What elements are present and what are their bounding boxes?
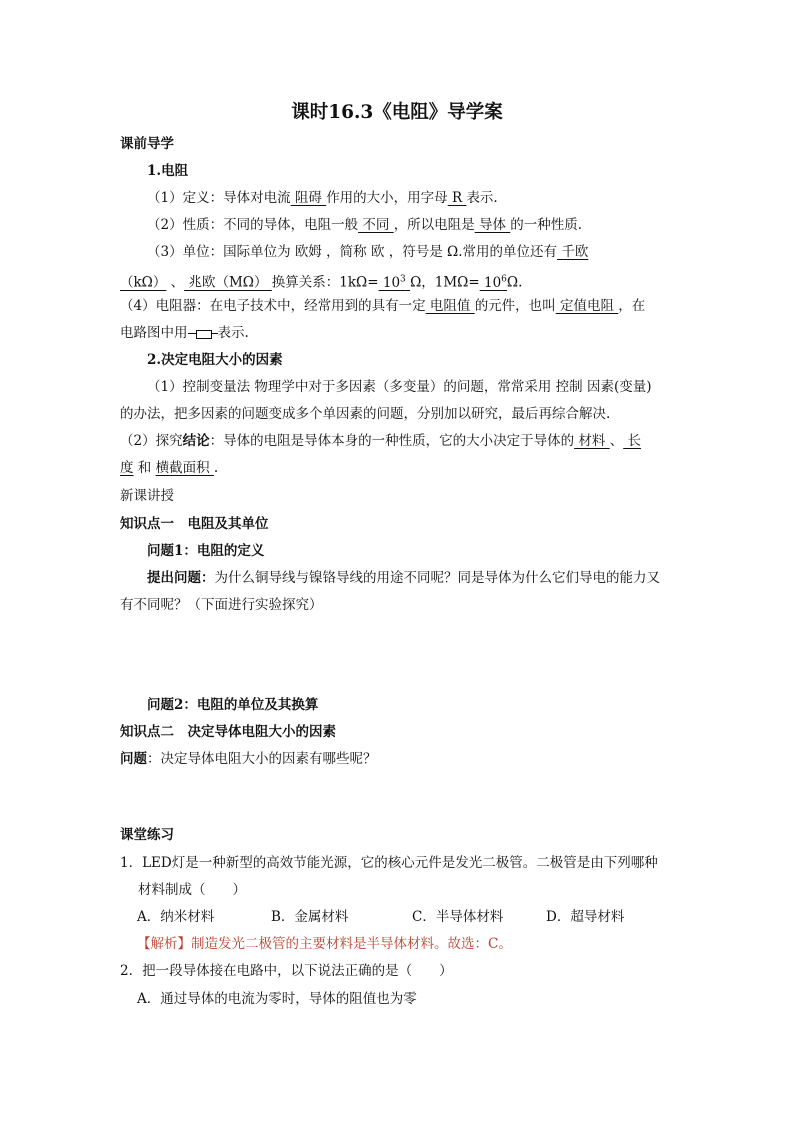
text: ，在 — [618, 298, 646, 314]
text: Ω，1MΩ= — [410, 274, 480, 291]
blank-answer: （kΩ） — [120, 274, 167, 291]
exponent: 3 — [400, 274, 406, 284]
text: 表示. — [466, 190, 498, 206]
option-a: A．纳米材料 — [137, 909, 215, 925]
practice-question-1: 1．LED灯是一种新型的高效节能光源，它的核心元件是发光二极管。二极管是由下列哪种 — [120, 855, 658, 871]
practice-question-2: 2．把一段导体接在电路中，以下说法正确的是（ ） — [120, 963, 453, 979]
blank-answer: 不同 — [358, 217, 394, 233]
page-title: 课时16.3《电阻》导学案 — [291, 102, 503, 123]
subheading-resistance: 1.电阻 — [147, 163, 189, 179]
text: （2）探究 — [120, 433, 183, 449]
question-line — [120, 749, 680, 769]
explore-line — [120, 431, 680, 451]
definition-line — [147, 188, 707, 208]
ask-line — [147, 568, 707, 588]
blank-answer: 定值电阻 — [555, 298, 619, 314]
text: 10 — [479, 274, 502, 291]
text: 电路图中用 — [120, 325, 188, 341]
blank-answer: 阻碍 — [290, 190, 327, 206]
knowledge-point-2: 知识点二 决定导体电阻大小的因素 — [120, 724, 336, 740]
text: 提出问题： — [147, 570, 215, 586]
control-variable-line-2: 的办法，把多因素的问题变成多个单因素的问题，分别加以研究，最后再综合解决. — [120, 406, 611, 422]
blank-answer: 导体 — [474, 217, 511, 233]
blank-answer: 长 — [623, 433, 641, 449]
question-1-title: 问题1：电阻的定义 — [147, 543, 265, 559]
text: 结论 — [182, 433, 210, 449]
text: . — [213, 460, 219, 476]
blank-answer: 横截面积 — [155, 460, 214, 476]
exponent: 6 — [501, 274, 507, 284]
practice-question-1-cont: 材料制成（ ） — [138, 882, 246, 898]
resistor-symbol-icon — [188, 329, 218, 339]
section-heading-new: 新课讲授 — [120, 488, 174, 504]
blank-answer: 兆欧（MΩ） — [184, 274, 272, 291]
text: 、 — [609, 433, 624, 449]
text: Ω. — [506, 274, 523, 291]
blank-answer — [379, 275, 411, 291]
section-heading-practice: 课堂练习 — [120, 827, 174, 843]
text: （1）定义：导体对电流 — [147, 190, 291, 206]
control-variable-line: （1）控制变量法 物理学中对于多因素（多变量）的问题，常常采用 控制 因素(变量) — [147, 379, 652, 395]
text: 表示. — [217, 325, 249, 341]
option-d: D．超导材料 — [546, 909, 625, 925]
text: （2）性质：不同的导体，电阻一般 — [147, 217, 359, 233]
property-line — [147, 215, 707, 235]
text: 的一种性质. — [510, 217, 583, 233]
text: 的元件，也叫 — [474, 298, 556, 314]
practice-question-2-option-a: A．通过导体的电流为零时，导体的阻值也为零 — [137, 991, 417, 1007]
subheading-factors: 2.决定电阻大小的因素 — [147, 352, 283, 368]
knowledge-point-1: 知识点一 电阻及其单位 — [120, 516, 269, 532]
unit-conversion-line — [120, 269, 680, 293]
blank-answer: 电阻值 — [425, 298, 475, 314]
blank-answer: R — [447, 190, 467, 206]
option-c: C．半导体材料 — [412, 909, 504, 925]
text: ：导体的电阻是导体本身的一种性质，它的大小决定于导体的 — [209, 433, 575, 449]
ask-line-2: 有不同呢？（下面进行实验探究） — [120, 597, 323, 613]
blank-answer: 千欧 — [557, 244, 589, 260]
explore-line-2 — [120, 458, 680, 478]
unit-line — [147, 242, 707, 262]
option-b: B．金属材料 — [271, 909, 349, 925]
text: 换算关系：1kΩ= — [271, 274, 379, 291]
text: ：决定导体电阻大小的因素有哪些呢？ — [147, 751, 377, 767]
text: 和 — [133, 460, 156, 476]
resistor-line — [120, 296, 680, 316]
blank-answer — [480, 275, 507, 291]
section-heading-pre: 课前导学 — [120, 136, 174, 152]
question-2-title: 问题2：电阻的单位及其换算 — [147, 697, 319, 713]
text: 、 — [166, 274, 185, 291]
text: 问题 — [120, 751, 147, 767]
text: （3）单位：国际单位为 欧姆 ，简称 欧 ，符号是 Ω.常用的单位还有 — [147, 244, 558, 260]
text: 作用的大小，用字母 — [326, 190, 448, 206]
blank-answer: 度 — [120, 460, 134, 476]
practice-options — [137, 907, 697, 927]
text: 10 — [378, 274, 401, 291]
blank-answer: 材料 — [574, 433, 610, 449]
resistor-symbol-line — [120, 323, 680, 343]
text: ，所以电阻是 — [393, 217, 475, 233]
text: 为什么铜导线与镍铬导线的用途不同呢？同是导体为什么它们导电的能力又 — [214, 570, 660, 586]
text: （4）电阻器：在电子技术中，经常用到的具有一定 — [120, 298, 426, 314]
analysis-line: 【解析】制造发光二极管的主要材料是半导体材料。故选：C。 — [137, 936, 512, 952]
